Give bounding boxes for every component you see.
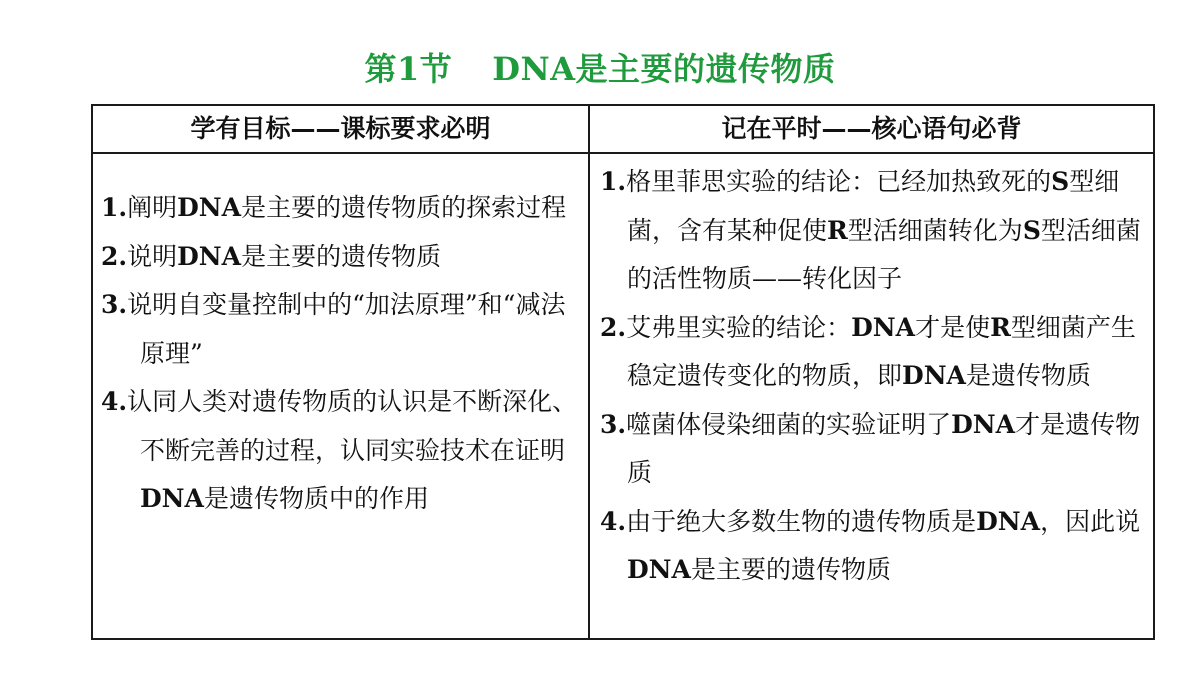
- item-number: 4.: [101, 387, 128, 416]
- list-item: [595, 304, 1143, 401]
- learning-goals-cell: [92, 153, 589, 639]
- item-number: 1.: [600, 167, 627, 196]
- page-title: [0, 46, 1200, 92]
- item-number: 1.: [101, 193, 128, 222]
- right-column-header: 记在平时——核心语句必背: [589, 105, 1154, 153]
- table-header-row: [92, 105, 1154, 153]
- list-item: [595, 401, 1143, 498]
- section-title: DNA是主要的遗传物质: [492, 50, 836, 88]
- item-text: 阐明DNA是主要的遗传物质的探索过程: [127, 193, 567, 222]
- section-number: 第1节: [364, 50, 453, 88]
- item-number: 2.: [101, 241, 128, 271]
- item-text: 说明DNA是主要的遗传物质: [127, 241, 442, 271]
- item-number: 2.: [600, 312, 627, 342]
- item-number: 3.: [101, 290, 128, 319]
- list-item: [96, 184, 580, 233]
- item-text: 格里菲思实验的结论：已经加热致死的S型细菌，含有某种促使R型活细菌转化为S型活细菌的活性物质——转化因子: [626, 167, 1141, 293]
- list-item: [96, 378, 580, 524]
- learning-goals-list: [93, 154, 588, 524]
- left-column-header: 学有目标——课标要求必明: [92, 105, 589, 153]
- list-item: [595, 158, 1143, 304]
- item-number: 3.: [600, 409, 627, 439]
- item-number: 4.: [600, 506, 627, 536]
- item-text: 由于绝大多数生物的遗传物质是DNA，因此说DNA是主要的遗传物质: [626, 506, 1141, 584]
- list-item: [595, 498, 1143, 595]
- item-text: 艾弗里实验的结论：DNA才是使R型细菌产生稳定遗传变化的物质，即DNA是遗传物质: [626, 312, 1136, 390]
- list-item: [96, 281, 580, 378]
- list-item: [96, 233, 580, 282]
- item-text: 噬菌体侵染细菌的实验证明了DNA才是遗传物质: [626, 409, 1141, 487]
- item-text: 说明自变量控制中的“加法原理”和“减法原理”: [127, 290, 566, 368]
- item-text: 认同人类对遗传物质的认识是不断深化、不断完善的过程，认同实验技术在证明DNA是遗传物质中的作用: [127, 387, 578, 513]
- objectives-table: [91, 104, 1155, 640]
- key-statements-list: [590, 154, 1153, 595]
- table-body-row: [92, 153, 1154, 639]
- key-statements-cell: [589, 153, 1154, 639]
